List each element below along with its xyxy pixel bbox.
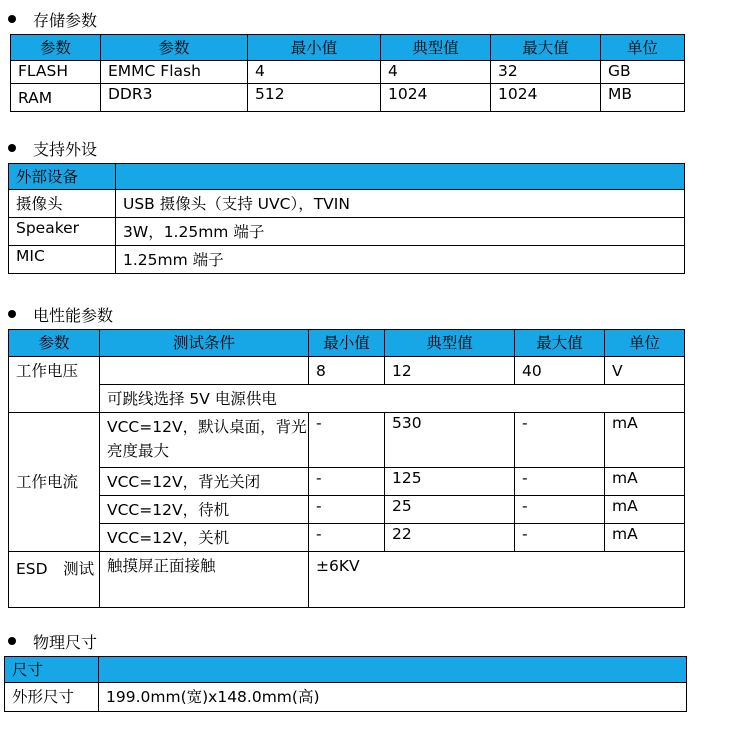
header-cell: 单位 [601,35,685,61]
table-cell: 外形尺寸 [5,683,99,712]
header-cell: 典型值 [381,35,491,61]
table-cell: 8 [309,357,385,385]
table-cell: ESD 测试 [9,552,100,608]
bullet-icon [8,310,16,318]
table-cell: mA [605,468,685,496]
peripherals-section-title: 支持外设 [33,139,98,159]
storage-header-row [11,35,685,61]
electrical-section-title: 电性能参数 [33,305,114,325]
table-cell: 512 [248,84,381,112]
table-row [9,218,685,246]
table-cell: 25 [385,496,515,524]
table-cell: 4 [248,61,381,84]
bullet-icon [8,637,16,645]
current-row [9,468,685,496]
table-cell: 触摸屏正面接触 [100,552,309,608]
electrical-header-row [9,330,685,357]
table-cell: VCC=12V，默认桌面，背光亮度最大 [100,413,309,468]
current-row [9,496,685,524]
table-cell: EMMC Flash [101,61,248,84]
table-cell: GB [601,61,685,84]
electrical-table [8,329,685,608]
table-cell: 1024 [491,84,601,112]
current-row [9,413,685,468]
dimensions-section-title: 物理尺寸 [33,632,98,652]
table-cell: - [309,413,385,468]
header-cell: 最大值 [515,330,605,357]
header-cell: 参数 [9,330,100,357]
table-cell: 3W，1.25mm 端子 [116,218,685,246]
table-cell: RAM [11,84,101,112]
header-cell [116,164,685,190]
table-cell: 工作电流 [9,413,100,552]
table-cell: mA [605,524,685,552]
table-cell: VCC=12V，关机 [100,524,309,552]
table-cell: - [309,524,385,552]
table-cell: - [515,524,605,552]
voltage-note-row [9,385,685,413]
table-cell: 32 [491,61,601,84]
table-row [9,190,685,218]
header-cell: 测试条件 [100,330,309,357]
peripherals-section-heading [0,137,97,159]
table-cell: mA [605,413,685,468]
table-cell: - [515,413,605,468]
table-cell: MB [601,84,685,112]
table-cell: 40 [515,357,605,385]
header-cell: 典型值 [385,330,515,357]
header-cell [99,657,687,683]
header-cell: 最小值 [309,330,385,357]
table-row [11,61,685,84]
table-cell: 4 [381,61,491,84]
table-cell [100,357,309,385]
table-cell: - [515,496,605,524]
header-cell: 单位 [605,330,685,357]
table-row [9,246,685,274]
header-cell: 参数 [11,35,101,61]
table-cell: - [515,468,605,496]
storage-section-title: 存储参数 [33,10,98,30]
table-cell: FLASH [11,61,101,84]
bullet-icon [8,144,16,152]
dimensions-table [4,656,687,712]
table-cell: ±6KV [309,552,685,608]
header-cell: 尺寸 [5,657,99,683]
header-cell: 外部设备 [9,164,116,190]
esd-row [9,552,685,608]
table-cell: 22 [385,524,515,552]
table-cell: 199.0mm(宽)x148.0mm(高) [99,683,687,712]
table-cell: 摄像头 [9,190,116,218]
header-cell: 最大值 [491,35,601,61]
voltage-row [9,357,685,385]
table-cell: VCC=12V，背光关闭 [100,468,309,496]
peripherals-header-row [9,164,685,190]
table-cell: V [605,357,685,385]
table-cell: VCC=12V，待机 [100,496,309,524]
table-cell: 工作电压 [9,357,100,413]
table-cell: - [309,468,385,496]
table-cell: 530 [385,413,515,468]
table-cell: 1024 [381,84,491,112]
peripherals-table [8,163,685,274]
dimensions-section-heading [0,630,97,652]
electrical-section-heading [0,303,113,325]
table-cell: MIC [9,246,116,274]
bullet-icon [8,15,16,23]
table-cell: 1.25mm 端子 [116,246,685,274]
table-cell: mA [605,496,685,524]
dimensions-header-row [5,657,687,683]
table-row [11,84,685,112]
header-cell: 最小值 [248,35,381,61]
storage-section-heading [0,8,97,30]
table-cell: - [309,496,385,524]
table-cell: DDR3 [101,84,248,112]
header-cell: 参数 [101,35,248,61]
table-row [5,683,687,712]
storage-table [10,34,685,112]
current-row [9,524,685,552]
table-cell: 可跳线选择 5V 电源供电 [100,385,685,413]
table-cell: 12 [385,357,515,385]
table-cell: Speaker [9,218,116,246]
table-cell: USB 摄像头（支持 UVC），TVIN [116,190,685,218]
table-cell: 125 [385,468,515,496]
